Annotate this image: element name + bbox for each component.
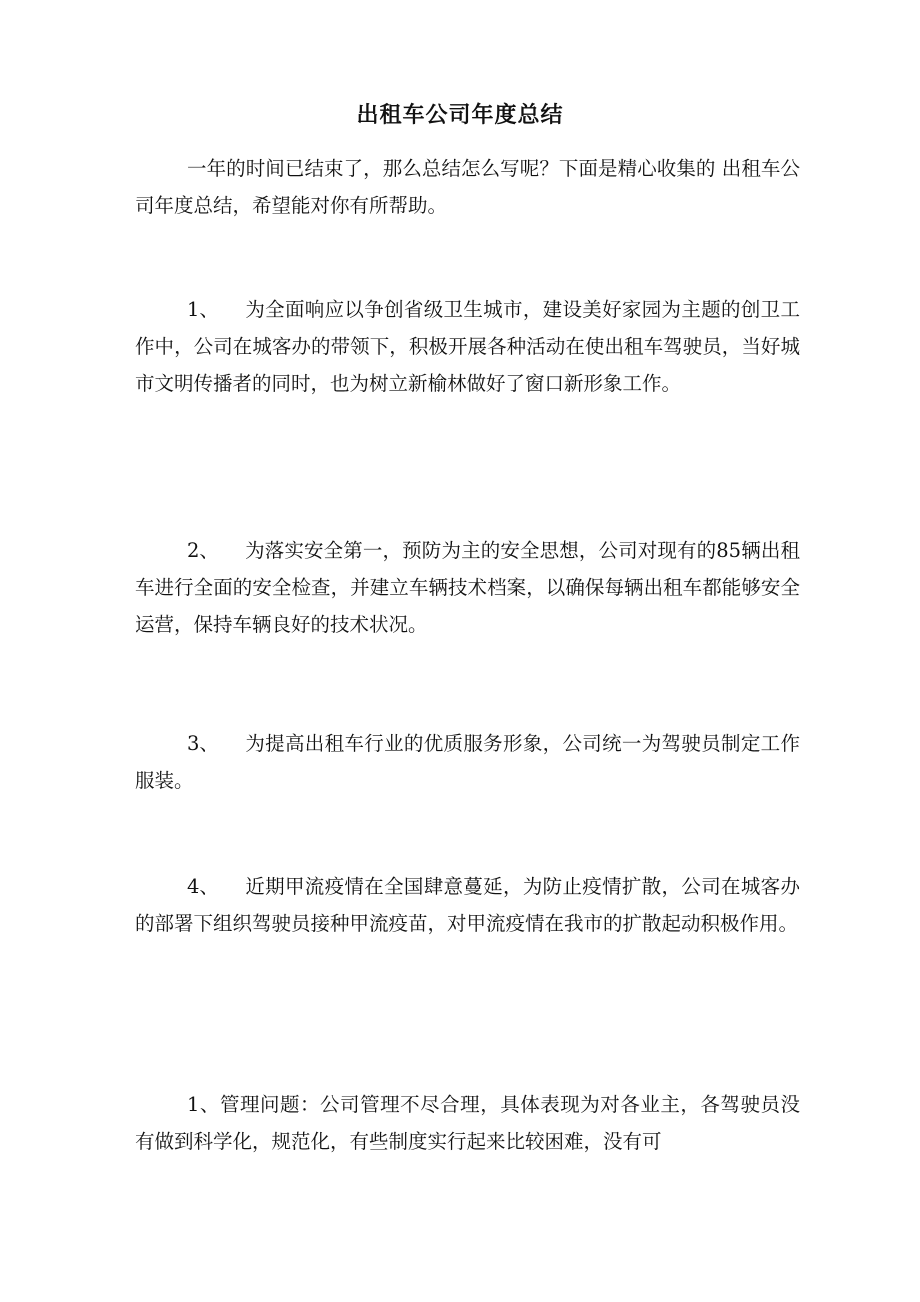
intro-paragraph: 一年的时间已结束了，那么总结怎么写呢？下面是精心收集的 出租车公司年度总结，希望能对你有所帮助。 (135, 157, 800, 217)
item-number: 3、 (187, 732, 219, 755)
list-item (135, 868, 800, 942)
item-text: 为提高出租车行业的优质服务形象，公司统一为驾驶员制定工作服装。 (135, 732, 800, 792)
item-number: 2、 (187, 539, 219, 562)
problem-paragraph: 1、管理问题：公司管理不尽合理，具体表现为对各业主，各驾驶员没有做到科学化，规范化，有些制度实行起来比较困难，没有可 (135, 1093, 800, 1153)
list-item (135, 291, 800, 402)
item-number: 1、 (187, 298, 219, 321)
list-item (135, 725, 800, 799)
item-text: 为落实安全第一，预防为主的安全思想，公司对现有的85辆出租车进行全面的安全检查，并建立车辆技术档案，以确保每辆出租车都能够安全运营，保持车辆良好的技术状况。 (135, 539, 800, 636)
document-title: 出租车公司年度总结 (356, 102, 564, 128)
item-text: 近期甲流疫情在全国肆意蔓延，为防止疫情扩散，公司在城客办的部署下组织驾驶员接种甲流疫苗，对甲流疫情在我市的扩散起动积极作用。 (135, 875, 800, 935)
item-number: 4、 (187, 875, 219, 898)
list-item (135, 532, 800, 643)
item-text: 为全面响应以争创省级卫生城市，建设美好家园为主题的创卫工作中，公司在城客办的带领下，积极开展各种活动在使出租车驾驶员，当好城市文明传播者的同时，也为树立新榆林做好了窗口新形象工作。 (135, 298, 800, 395)
